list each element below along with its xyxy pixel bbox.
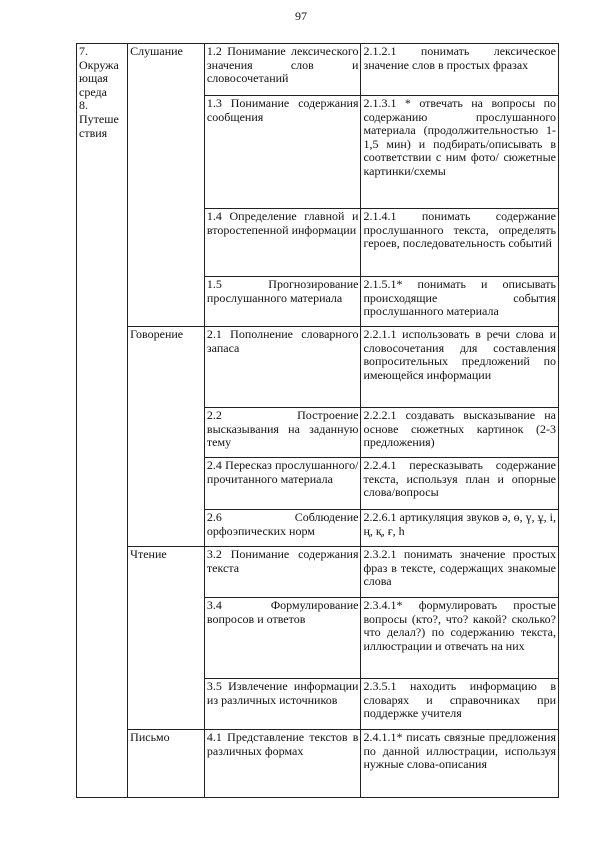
outcome-cell: 2.1.5.1* понимать и описывать происходящие события прослушанного материала: [361, 277, 559, 327]
objective-cell: 1.4 Определение главной и второстепенной информации: [204, 209, 361, 277]
objective-cell: 1.2 Понимание лексического значения слов и словосочетаний: [204, 44, 361, 96]
skill-label: Чтение: [130, 547, 167, 561]
outcome-cell: 2.3.2.1 понимать значение простых фраз в тексте, содержащих знакомые слова: [361, 547, 559, 598]
topic-label: 7. Окружа ющая среда 8. Путеше ствия: [79, 44, 119, 140]
topic-cell: [77, 44, 128, 798]
objective-cell: 1.5 Прогнозирование прослушанного материала: [204, 277, 361, 327]
outcome-cell: 2.1.4.1 понимать содержание прослушанного текста, определять героев, последовательность событий: [361, 209, 559, 277]
outcome-cell: 2.1.3.1 * отвечать на вопросы по содержанию прослушанного материала (продолжительностью 1-1,5 мин) и подбирать/описывать в соответствии с ним фото/ сюжетные картинки/схемы: [361, 96, 559, 209]
page-number: 97: [295, 9, 307, 23]
outcome-cell: 2.2.2.1 создавать высказывание на основе сюжетных картинок (2-3 предложения): [361, 408, 559, 458]
objective-cell: 2.6 Соблюдение орфоэпических норм: [204, 510, 361, 547]
outcome-cell: 2.4.1.1* писать связные предложения по данной иллюстрации, используя нужные слова-описания: [361, 730, 559, 798]
skill-label: Письмо: [130, 730, 170, 744]
outcome-cell: 2.2.1.1 использовать в речи слова и словосочетания для составления вопросительных предложений по имеющейся информации: [361, 327, 559, 408]
objective-cell: 2.4 Пересказ прослушанного/прочитанного материала: [204, 458, 361, 510]
objective-cell: 3.5 Извлечение информации из различных источников: [204, 679, 361, 730]
objective-cell: 3.4 Формулирование вопросов и ответов: [204, 598, 361, 679]
objective-cell: 4.1 Представление текстов в различных формах: [204, 730, 361, 798]
outcome-cell: 2.2.4.1 пересказывать содержание текста, используя план и опорные слова/вопросы: [361, 458, 559, 510]
objective-cell: 3.2 Понимание содержания текста: [204, 547, 361, 598]
outcome-cell: 2.2.6.1 артикуляция звуков ә, ө, ү, ұ, і, ң, қ, ғ, һ: [361, 510, 559, 547]
skill-label: Слушание: [130, 44, 183, 58]
table-row: [77, 730, 559, 798]
skill-cell: [128, 44, 205, 327]
skill-cell: [128, 547, 205, 730]
skill-cell: [128, 730, 205, 798]
table-row: [77, 327, 559, 408]
skill-label: Говорение: [130, 327, 184, 341]
outcome-cell: 2.3.4.1* формулировать простые вопросы (кто?, что? какой? сколько? что делал?) по содержанию текста, иллюстрации и отвечать на них: [361, 598, 559, 679]
outcome-cell: 2.1.2.1 понимать лексическое значение слов в простых фразах: [361, 44, 559, 96]
skill-cell: [128, 327, 205, 547]
table-row: [77, 547, 559, 598]
table-row: [77, 44, 559, 96]
objective-cell: 2.2 Построение высказывания на заданную тему: [204, 408, 361, 458]
curriculum-table: [76, 43, 559, 798]
objective-cell: 2.1 Пополнение словарного запаса: [204, 327, 361, 408]
objective-cell: 1.3 Понимание содержания сообщения: [204, 96, 361, 209]
outcome-cell: 2.3.5.1 находить информацию в словарях и справочниках при поддержке учителя: [361, 679, 559, 730]
